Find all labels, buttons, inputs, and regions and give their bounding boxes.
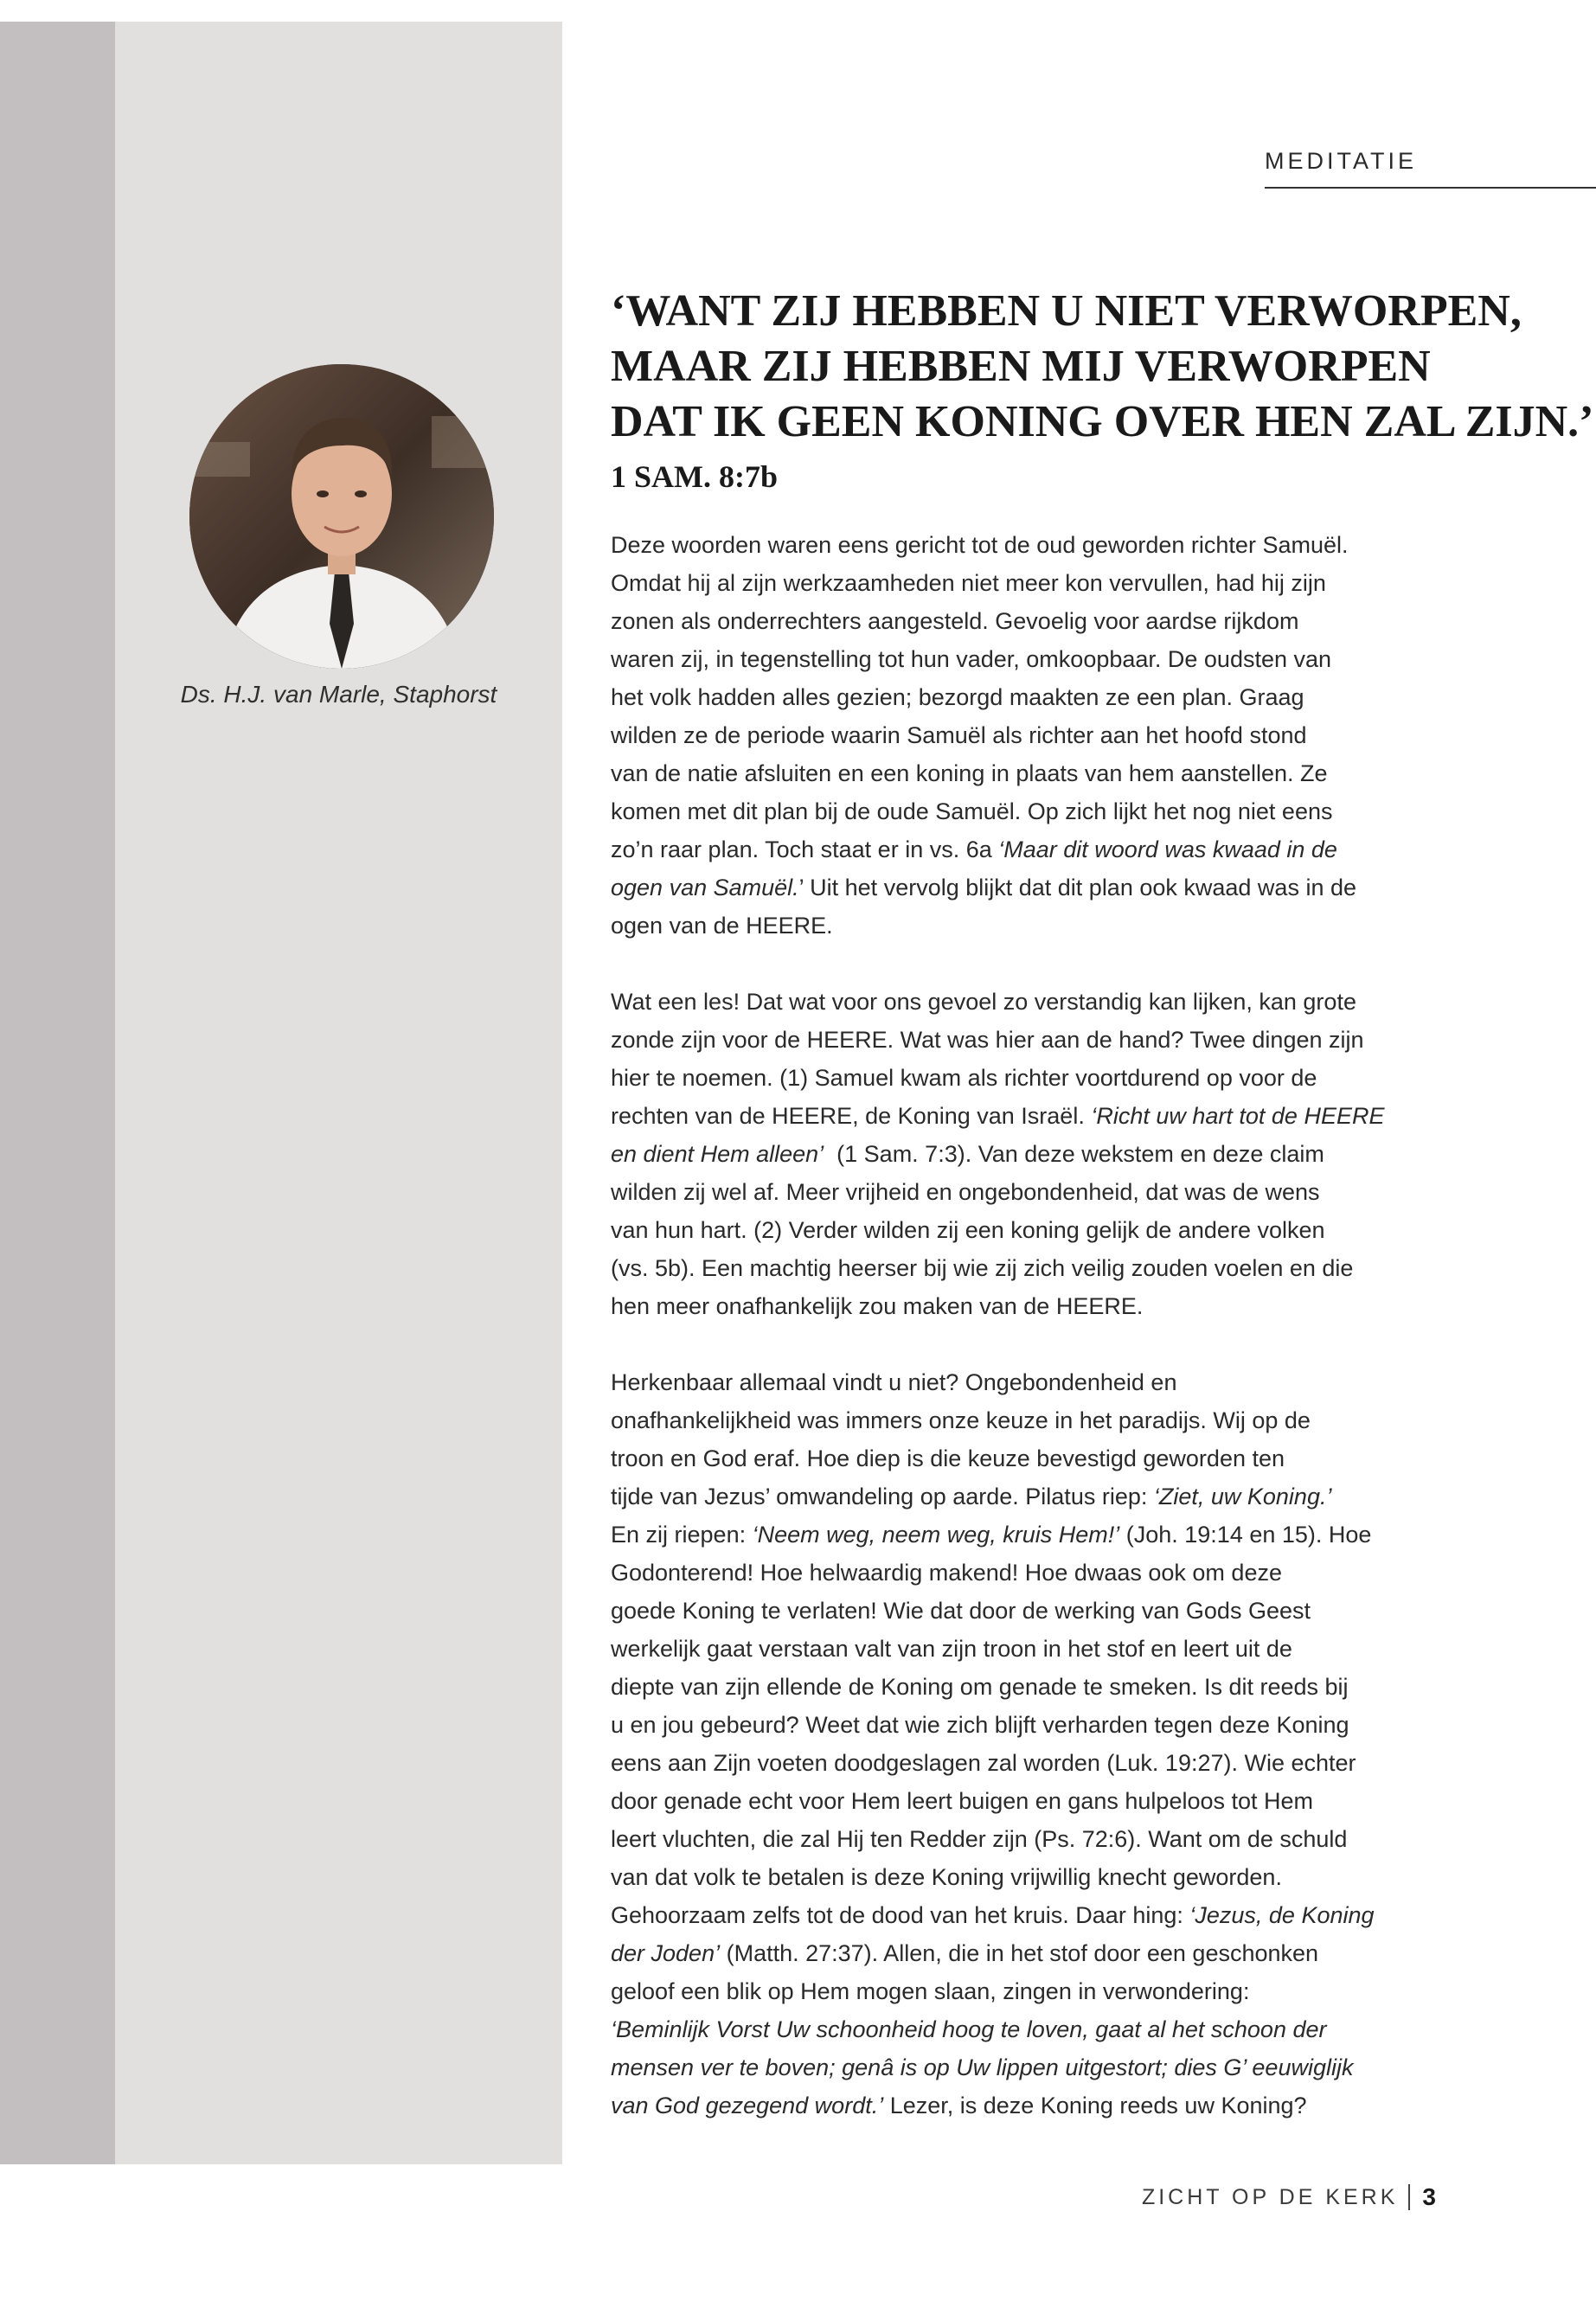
text-line: Godonterend! Hoe helwaardig makend! Hoe dwaas ook om deze (611, 1560, 1282, 1586)
title-line: DAT IK GEEN KONING OVER HEN ZAL ZIJN.’ (611, 397, 1594, 446)
text-line: tijde van Jezus’ omwandeling op aarde. Pilatus riep: ‘Ziet, uw Koning.’ (611, 1484, 1332, 1509)
text-line: zo’n raar plan. Toch staat er in vs. 6a ‘Maar dit woord was kwaad in de (611, 836, 1337, 862)
text-line: Omdat hij al zijn werkzaamheden niet meer kon vervullen, had hij zijn (611, 570, 1326, 596)
text-line: zonen als onderrechters aangesteld. Gevoelig voor aardse rijkdom (611, 608, 1299, 634)
quote: ogen van Samuël. (611, 875, 799, 901)
quote: der Joden’ (611, 1940, 721, 1966)
text-line: u en jou gebeurd? Weet dat wie zich blijft verharden tegen deze Koning (611, 1712, 1349, 1738)
bible-reference: 1 SAM. 8:7b (611, 459, 779, 494)
title-line: ‘WANT ZIJ HEBBEN U NIET VERWORPEN, (611, 286, 1522, 336)
text-line: Deze woorden waren eens gericht tot de oud geworden richter Samuël. (611, 532, 1349, 558)
quote: ‘Richt uw hart tot de HEERE (1091, 1103, 1385, 1129)
text-line: diepte van zijn ellende de Koning om genade te smeken. Is dit reeds bij (611, 1674, 1349, 1700)
quote: mensen ver te boven; genâ is op Uw lippen uitgestort; dies G’ eeuwiglijk (611, 2054, 1354, 2080)
text-line (611, 2048, 1510, 2086)
quote: ‘Ziet, uw Koning.’ (1153, 1484, 1332, 1509)
quote: ‘Neem weg, neem weg, kruis Hem!’ (752, 1522, 1120, 1548)
page-footer (1142, 2183, 1436, 2211)
text-line: ogen van de HEERE. (611, 913, 833, 939)
text-line: der Joden’ (Matth. 27:37). Allen, die in het stof door een geschonken (611, 1940, 1319, 1966)
quote: ‘Jezus, de Koning (1189, 1902, 1375, 1928)
text-line: door genade echt voor Hem leert buigen en gans hulpeloos tot Hem (611, 1788, 1314, 1814)
text-line: het volk hadden alles gezien; bezorgd maakten ze een plan. Graag (611, 684, 1304, 710)
text-line: Gehoorzaam zelfs tot de dood van het kruis. Daar hing: ‘Jezus, de Koning (611, 1902, 1375, 1928)
author-caption: Ds. H.J. van Marle, Staphorst (180, 681, 497, 708)
text-line: van hun hart. (2) Verder wilden zij een koning gelijk de andere volken (611, 1217, 1325, 1243)
text-line: Herkenbaar allemaal vindt u niet? Ongebondenheid en (611, 1369, 1177, 1395)
page-number: 3 (1422, 2183, 1436, 2210)
section-rule (1265, 187, 1596, 189)
text-line: komen met dit plan bij de oude Samuël. Op zich lijkt het nog niet eens (611, 798, 1333, 824)
paragraph-1 (611, 526, 1510, 945)
text-line: En zij riepen: ‘Neem weg, neem weg, kruis Hem!’ (Joh. 19:14 en 15). Hoe (611, 1522, 1372, 1548)
paragraph-2 (611, 983, 1510, 1325)
text-line: hen meer onafhankelijk zou maken van de HEERE. (611, 1293, 1144, 1319)
quote: ‘Beminlijk Vorst Uw schoonheid hoog te loven, gaat al het schoon der (611, 2016, 1327, 2042)
text-line: geloof een blik op Hem mogen slaan, zingen in verwondering: (611, 1978, 1250, 2004)
text-line: zonde zijn voor de HEERE. Wat was hier aan de hand? Twee dingen zijn (611, 1027, 1364, 1053)
paragraph-3 (611, 1363, 1510, 2125)
quote: van God gezegend wordt.’ (611, 2093, 884, 2118)
text-line (611, 2010, 1510, 2048)
author-photo-image (189, 364, 494, 669)
text-line: (vs. 5b). Een machtig heerser bij wie zij zich veilig zouden voelen en die (611, 1255, 1354, 1281)
quote: en dient Hem alleen’ (611, 1141, 824, 1167)
text-line: leert vluchten, die zal Hij ten Redder zijn (Ps. 72:6). Want om de schuld (611, 1826, 1348, 1852)
text-line: rechten van de HEERE, de Koning van Israël. ‘Richt uw hart tot de HEERE (611, 1103, 1385, 1129)
publication-name: ZICHT OP DE KERK (1141, 2184, 1399, 2209)
text-line: Wat een les! Dat wat voor ons gevoel zo verstandig kan lijken, kan grote (611, 989, 1356, 1015)
text-line: wilden zij wel af. Meer vrijheid en ongebondenheid, dat was de wens (611, 1179, 1320, 1205)
article-body (611, 526, 1510, 2163)
text-line: en dient Hem alleen’ (1 Sam. 7:3). Van deze wekstem en deze claim (611, 1141, 1324, 1167)
section-label: MEDITATIE (1265, 148, 1417, 174)
text-line: waren zij, in tegenstelling tot hun vader, omkoopbaar. De oudsten van (611, 646, 1332, 672)
text-line: van dat volk te betalen is deze Koning vrijwillig knecht geworden. (611, 1864, 1282, 1890)
text-line: goede Koning te verlaten! Wie dat door de werking van Gods Geest (611, 1598, 1311, 1624)
text-line: ogen van Samuël.’ Uit het vervolg blijkt dat dit plan ook kwaad was in de (611, 875, 1356, 901)
text-line: troon en God eraf. Hoe diep is die keuze bevestigd geworden ten (611, 1445, 1285, 1471)
text-line: hier te noemen. (1) Samuel kwam als richter voortdurend op voor de (611, 1065, 1317, 1091)
text-line: wilden ze de periode waarin Samuël als richter aan het hoofd stond (611, 722, 1307, 748)
text-line: onafhankelijkheid was immers onze keuze in het paradijs. Wij op de (611, 1407, 1311, 1433)
title-line: MAAR ZIJ HEBBEN MIJ VERWORPEN (611, 342, 1431, 391)
left-band-light (115, 22, 562, 2164)
text-line: van de natie afsluiten en een koning in plaats van hem aanstellen. Ze (611, 760, 1328, 786)
footer-divider (1408, 2184, 1410, 2210)
text-line: van God gezegend wordt.’ Lezer, is deze Koning reeds uw Koning? (611, 2093, 1307, 2118)
quote: ‘Maar dit woord was kwaad in de (998, 836, 1337, 862)
text-line: werkelijk gaat verstaan valt van zijn troon in het stof en leert uit de (611, 1636, 1292, 1662)
author-photo (189, 364, 494, 669)
text-line: eens aan Zijn voeten doodgeslagen zal worden (Luk. 19:27). Wie echter (611, 1750, 1356, 1776)
page-title (611, 284, 1594, 450)
left-band-dark (0, 22, 115, 2164)
